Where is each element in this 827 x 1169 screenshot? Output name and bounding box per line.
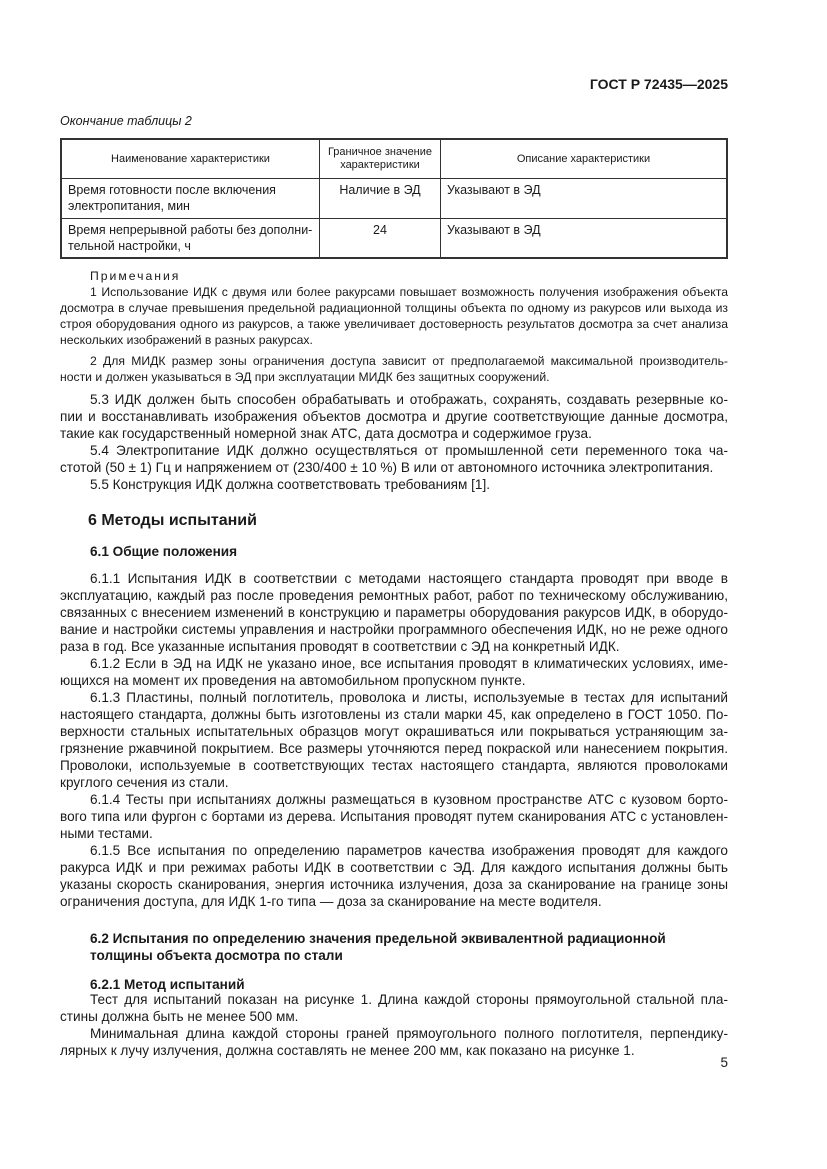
subsection-heading: 6.2.1 Метод испытаний: [90, 977, 245, 992]
section-6-2-1-paragraphs: [60, 991, 728, 1059]
note-item: 2 Для МИДК размер зоны ограничения доступа зависит от предполагаемой максимальной производитель-ности и должен указываться в ЭД при эксплуатации МИДК без защитных сооружений.: [60, 354, 728, 384]
paragraph: Тест для испытаний показан на рисунке 1. Длина каждой стороны прямоугольной стальной пла-стины должна быть не менее 500 мм.: [60, 992, 728, 1024]
section-5-paragraphs: [60, 391, 728, 493]
subsection-heading: 6.1 Общие положения: [90, 544, 238, 559]
column-header: Наименование характеристики: [61, 139, 320, 179]
table-cell: Время готовности после включения электропитания, мин: [61, 179, 320, 219]
paragraph: 6.1.4 Тесты при испытаниях должны размещаться в кузовном пространстве АТС с кузовом борто-вого типа или фургон с бортами из дерева. Испытания проводят путем сканирования АТС с установлен-ными тестами.: [60, 792, 728, 841]
table-caption: Окончание таблицы 2: [60, 114, 192, 128]
paragraph: 5.3 ИДК должен быть способен обрабатывать и отображать, сохранять, создавать резервные ко-пии и восстанавливать изображения объектов досмотра и другие соответствующие данные досмотра, такие как государственный номерной знак АТС, дата досмотра и содержимое груза.: [60, 392, 728, 441]
notes-title: Примечания: [90, 269, 181, 283]
table-cell: 24: [320, 219, 441, 259]
page-number: 5: [720, 1055, 728, 1070]
column-header: Граничное значение характеристики: [320, 139, 441, 179]
notes: [60, 268, 728, 385]
note-item: 1 Использование ИДК с двумя или более ракурсами повышает возможность получения изображения объекта досмотра в случае превышения предельной радиационной толщины объекта по одному из ракурсов или выхода из строя оборудования одного из ракурсов, а также увеличивает достоверность результатов досмотра за счет анализа нескольких изображений в разных ракурсах.: [60, 285, 728, 347]
paragraph: Минимальная длина каждой стороны граней прямоугольного полного поглотителя, перпендику-лярных к лучу излучения, должна составлять не менее 200 мм, как показано на рисунке 1.: [60, 1026, 728, 1058]
paragraph: 5.5 Конструкция ИДК должна соответствовать требованиям [1].: [90, 477, 491, 492]
paragraph: 6.1.2 Если в ЭД на ИДК не указано иное, все испытания проводят в климатических условиях, име-ющихся на момент их проведения на автомобильном пропускном пункте.: [60, 656, 728, 688]
table-row: [61, 179, 727, 219]
section-6-1-paragraphs: [60, 570, 728, 910]
paragraph: 6.1.3 Пластины, полный поглотитель, проволока и листы, используемые в тестах для испытаний настоящего стандарта, должны быть изготовлены из стали марки 45, как определено в ГОСТ 1050. По-верхности стальных испытательных образцов могут окрашиваться или покрываться устраняющим за-грязнение ржавчиной покрытием. Все размеры уточняются перед покраской или нанесением покрытия. Проволоки, используемые в соответствующих тестах настоящего стандарта, являются проволоками круглого сечения из стали.: [60, 690, 728, 790]
table-row: [61, 219, 727, 259]
section-heading: 6 Методы испытаний: [88, 512, 257, 529]
table-cell: Время непрерывной работы без дополни-тельной настройки, ч: [61, 219, 320, 259]
column-header: Описание характеристики: [441, 139, 728, 179]
table-cell: Указывают в ЭД: [441, 219, 728, 259]
table-cell: Указывают в ЭД: [441, 179, 728, 219]
characteristics-table: [60, 138, 728, 259]
table-header-row: [61, 139, 727, 179]
subsection-heading: 6.2 Испытания по определению значения предельной эквивалентной радиационной толщины объекта досмотра по стали: [90, 931, 666, 963]
paragraph: 5.4 Электропитание ИДК должно осуществляться от промышленной сети переменного тока ча-стотой (50 ± 1) Гц и напряжением от (230/400 ± 10 %) В или от автономного источника электропитания.: [60, 443, 728, 475]
table-cell: Наличие в ЭД: [320, 179, 441, 219]
paragraph: 6.1.1 Испытания ИДК в соответствии с методами настоящего стандарта проводят при вводе в эксплуатацию, каждый раз после проведения ремонтных работ, работ по техническому обслуживанию, связанных с внесением изменений в конструкцию и параметры оборудования ракурсов ИДК, в оборудо-вание и настройки системы управления и настройки программного обеспечения ИДК, но не реже одного раза в год. Все указанные испытания проводят в соответствии с ЭД на конкретный ИДК.: [60, 571, 728, 654]
paragraph: 6.1.5 Все испытания по определению параметров качества изображения проводят для каждого ракурса ИДК и при режимах работы ИДК в соответствии с ЭД. Для каждого испытания должны быть указаны скорость сканирования, энергия источника излучения, доза за сканирование на границе зоны ограничения доступа, для ИДК 1-го типа — доза за сканирование на месте водителя.: [60, 843, 728, 909]
document-id: ГОСТ Р 72435—2025: [589, 76, 728, 92]
